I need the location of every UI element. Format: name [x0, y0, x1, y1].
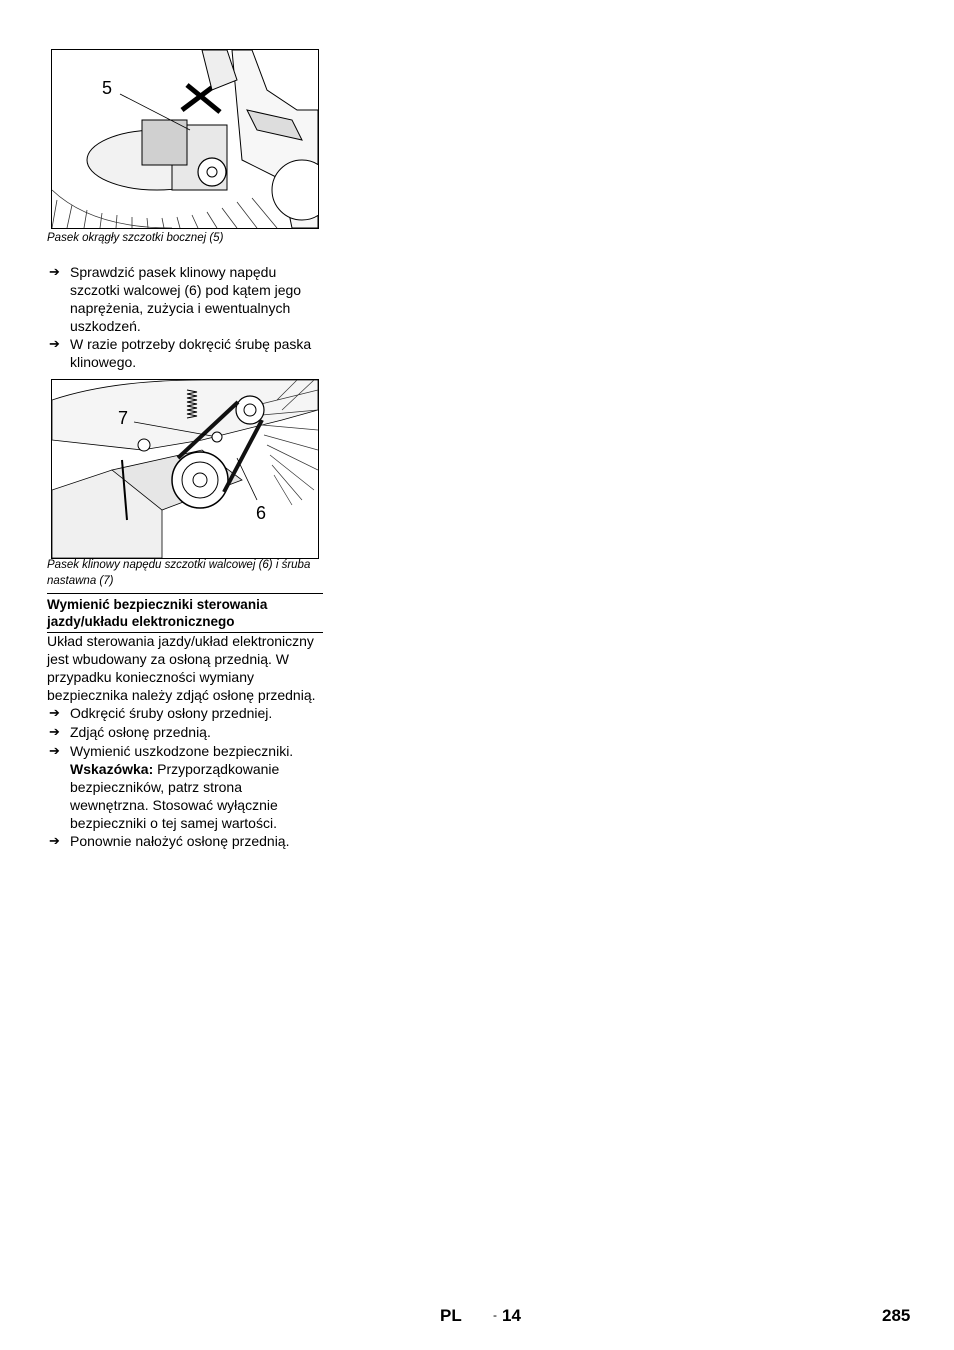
arrow-right-icon: ➔: [49, 705, 60, 720]
arrow-right-icon: ➔: [49, 264, 60, 279]
callout-6: 6: [256, 503, 267, 523]
callout-5: 5: [102, 78, 113, 98]
note: [47, 760, 323, 832]
step-item: [47, 263, 323, 335]
step-item: [47, 832, 323, 850]
step-text: Odkręcić śruby osłony przedniej.: [70, 705, 273, 721]
step-item: [47, 723, 323, 741]
footer-page-number: 285: [882, 1306, 911, 1325]
step-text: W razie potrzeby dokręcić śrubę paska klinowego.: [70, 336, 312, 370]
step-item: [47, 704, 323, 722]
callout-7: 7: [118, 408, 129, 428]
note-label: Wskazówka:: [70, 761, 154, 777]
belt-check-steps: [47, 263, 323, 371]
arrow-right-icon: ➔: [49, 833, 60, 848]
arrow-right-icon: ➔: [49, 743, 60, 758]
step-text: Sprawdzić pasek klinowy napędu szczotki walcowej (6) pod kątem jego naprężenia, zużycia i ewentualnych uszkodzeń.: [70, 264, 302, 334]
note-text: Przyporządkowanie bezpieczników, patrz strona wewnętrzna. Stosować wyłącznie bezpieczniki o tej samej wartości.: [70, 761, 280, 831]
step-item: [47, 335, 323, 371]
footer-language: PL: [440, 1306, 462, 1325]
figure1-caption: Pasek okrągły szczotki bocznej (5): [47, 232, 224, 244]
step-text: Zdjąć osłonę przednią.: [70, 724, 211, 740]
step-item: [47, 742, 323, 760]
footer-dash: -: [493, 1308, 497, 1322]
figure-side-brush-belt: [51, 49, 319, 229]
arrow-right-icon: ➔: [49, 724, 60, 739]
intro-paragraph: Układ sterowania jazdy/układ elektroniczny jest wbudowany za osłoną przednią. W przypadku konieczności wymiany bezpiecznika należy zdjąć osłonę przednią.: [47, 633, 316, 703]
main-brush-belt-illustration: [52, 380, 318, 558]
fuse-replacement-body: [47, 632, 323, 850]
footer-section-page: 14: [502, 1306, 521, 1325]
section-heading: Wymienić bezpieczniki sterowania jazdy/układu elektronicznego: [47, 593, 323, 633]
arrow-right-icon: ➔: [49, 336, 60, 351]
step-text: Ponownie nałożyć osłonę przednią.: [70, 833, 290, 849]
figure-main-brush-belt: [51, 379, 319, 559]
figure2-caption: Pasek klinowy napędu szczotki walcowej (6) i śruba nastawna (7): [47, 559, 311, 587]
step-text: Wymienić uszkodzone bezpieczniki.: [70, 743, 294, 759]
side-brush-belt-illustration: [52, 50, 318, 228]
